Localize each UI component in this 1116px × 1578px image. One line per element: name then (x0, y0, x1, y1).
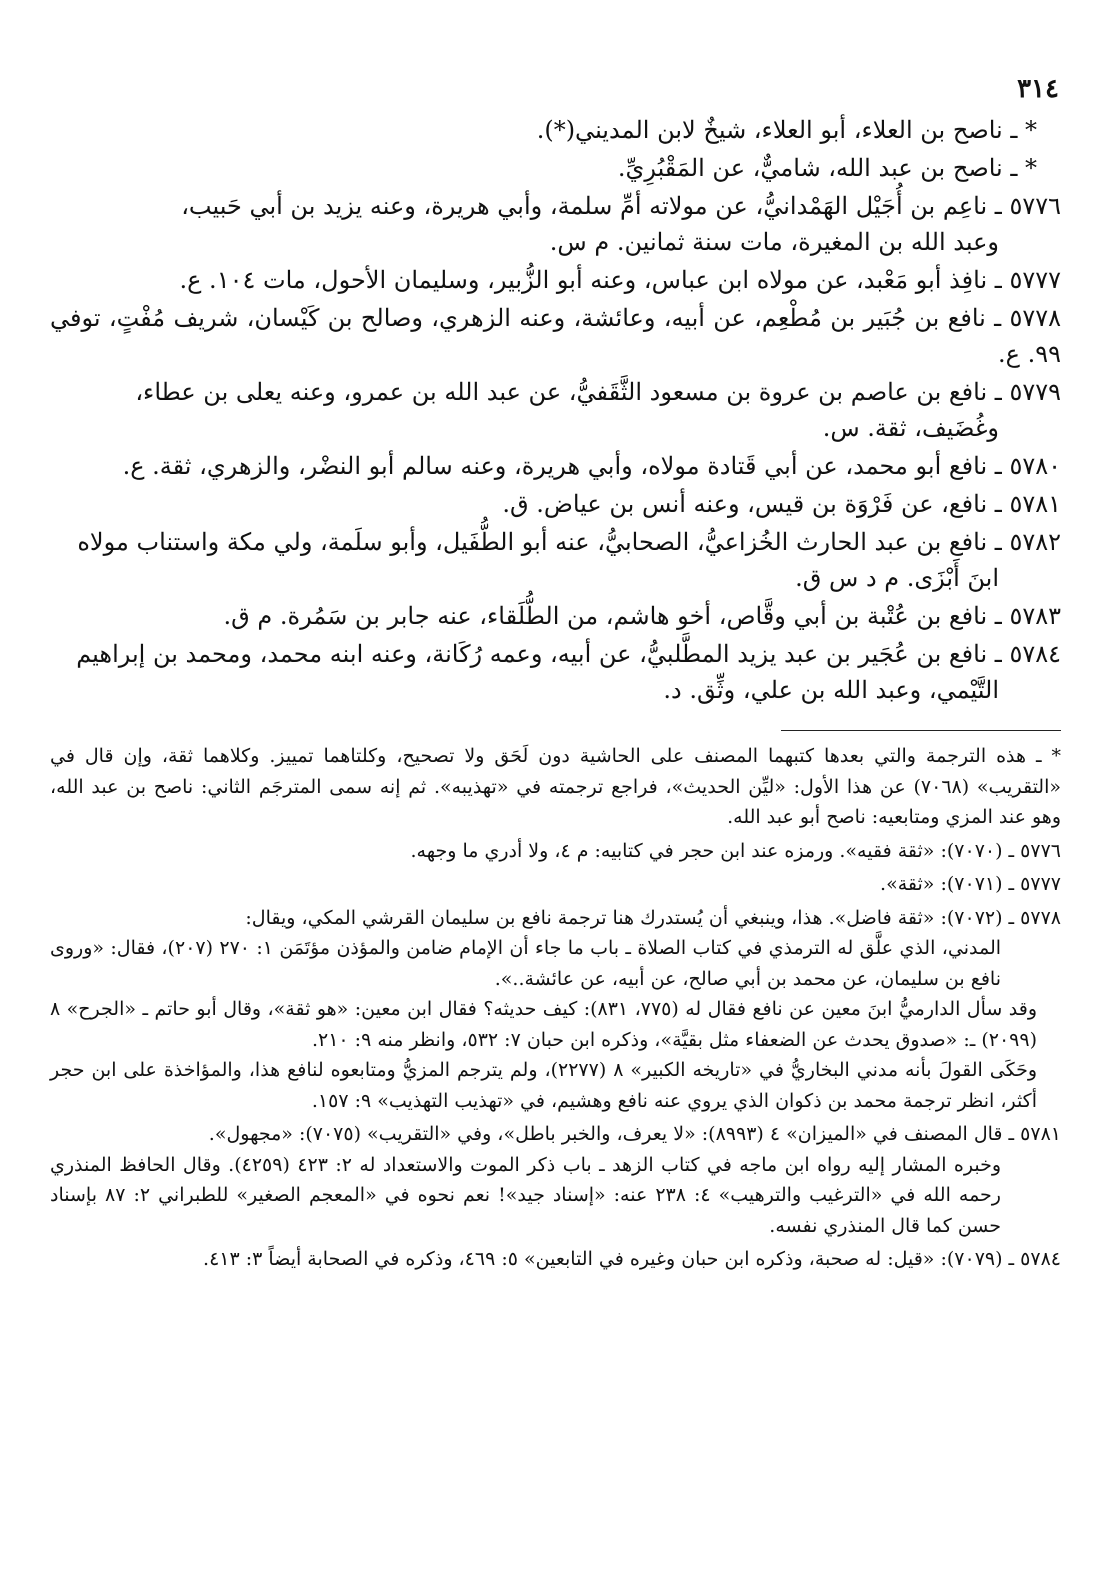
entry-5777 (50, 262, 1061, 298)
page-number: ٣١٤ (1017, 74, 1059, 104)
entry-5784 (50, 636, 1061, 708)
footnote-5781 (50, 1119, 1061, 1241)
entry-text: ٥٧٨٤ ـ نافع بن عُجَير بن عبد يزيد المطَّلبيُّ، عن أبيه، وعمه رُكَانة، وعنه ابنه محمد، ومحمد بن إبراهيم (76, 640, 1061, 668)
entry-5780 (50, 448, 1061, 484)
biography-entries (50, 112, 1061, 708)
footnote-text: ٥٧٨١ ـ قال المصنف في «الميزان» ٤ (٨٩٩٣): «لا يعرف، والخبر باطل»، وفي «التقريب» (٧٠٧٥): «مجهول». (208, 1123, 1061, 1145)
entry-text: ٥٧٧٨ ـ نافع بن جُبَير بن مُطْعِم، عن أبيه، وعائشة، وعنه الزهري، وصالح بن كَيْسان، شريف مُفْتٍ، توفي ٩٩. ع. (50, 304, 1061, 368)
footnote-divider (781, 730, 1061, 731)
entry-continuation: وعبد الله بن المغيرة، مات سنة ثمانين. م س. (549, 228, 999, 256)
footnotes (50, 741, 1061, 1275)
footnote-text: ٥٧٧٨ ـ (٧٠٧٢): «ثقة فاضل». هذا، وينبغي أن يُستدرك هنا ترجمة نافع بن سليمان القرشي المكي، ويقال: (245, 906, 1061, 929)
entry-text: ٥٧٧٧ ـ نافِذ أبو مَعْبد، عن مولاه ابن عباس، وعنه أبو الزُّبير، وسليمان الأحول، مات ١٠٤. ع. (179, 266, 1061, 294)
footnote-text: ٥٧٨٤ ـ (٧٠٧٩): «قيل: له صحبة، وذكره ابن حبان وغيره في التابعين» ٥: ٤٦٩، وذكره في الصحابة أيضاً ٣: ٤١٣. (203, 1248, 1061, 1270)
entry-text: ٥٧٧٦ ـ ناعِم بن أُجَيْل الهَمْدانيُّ، عن مولاته أمِّ سلمة، وأبي هريرة، وعنه يزيد بن أبي حَبيب، (181, 192, 1061, 220)
entry-5781 (50, 486, 1061, 522)
entry-text: ٥٧٨١ ـ نافع، عن فَرْوَة بن قيس، وعنه أنس بن عياض. ق. (502, 490, 1061, 518)
footnote-star (50, 741, 1061, 833)
footnote-continuation: المدني، الذي علَّق له الترمذي في كتاب الصلاة ـ باب ما جاء أن الإمام ضامن والمؤذن مؤتَمَن ١: ٢٧٠ (٢٠٧)، فقال: «وروى نافع بن سليمان، عن محمد بن أبي صالح، عن أبيه، عن عائشة..». (50, 937, 1002, 990)
entry-text: * ـ ناصح بن العلاء، أبو العلاء، شيخٌ لابن المديني(*). (536, 116, 1037, 144)
entry-text: ٥٧٧٩ ـ نافع بن عاصم بن عروة بن مسعود الثَّقَفيُّ، عن عبد الله بن عمرو، وعنه يعلى بن عطاء، (135, 378, 1061, 406)
entry-5779 (50, 374, 1061, 446)
footnote-text: * ـ هذه الترجمة والتي بعدها كتبهما المصنف على الحاشية دون لَحَق ولا تصحيح، وكلتاهما تمييز. وكلاهما ثقة، وإن قال في «التقريب» (٧٠٦٨) عن هذا الأول: «ليِّن الحديث»، فراجع ترجمته في «تهذيبه». ثم إنه سمى المترجَم الثاني: ناصح بن عبد الله، وهو عند المزي ومتابعيه: ناصح أبو عبد الله. (50, 745, 1061, 828)
entry-5778 (50, 300, 1061, 372)
entry-nasih-ibn-al-ala (50, 112, 1061, 148)
entry-5782 (50, 524, 1061, 596)
entry-text: ٥٧٨٣ ـ نافع بن عُتْبة بن أبي وقَّاص، أخو هاشم، من الطُّلَقاء، عنه جابر بن سَمُرة. م ق. (223, 602, 1061, 630)
footnote-5777 (50, 869, 1061, 900)
entry-text: ٥٧٨٢ ـ نافع بن عبد الحارث الخُزاعيُّ، الصحابيُّ، عنه أبو الطُّفَيل، وأبو سلَمة، ولي مكة واستناب مولاه (77, 528, 1061, 556)
entry-5783 (50, 598, 1061, 634)
footnote-paragraph: وقد سأل الدارميُّ ابنَ معين عن نافع فقال له (٧٧٥، ٨٣١): كيف حديثه؟ فقال ابن معين: «هو ثقة»، وقال أبو حاتم ـ «الجرح» ٨ (٢٠٩٩) ـ: «صدوق يحدث عن الضعفاء مثل بقيَّة»، وذكره ابن حبان ٧: ٥٣٢، وانظر منه ٩: ٢١٠. (50, 998, 1037, 1051)
entry-text: ٥٧٨٠ ـ نافع أبو محمد، عن أبي قَتادة مولاه، وأبي هريرة، وعنه سالم أبو النضْر، والزهري، ثقة. ع. (122, 452, 1061, 480)
footnote-continuation: وخبره المشار إليه رواه ابن ماجه في كتاب الزهد ـ باب ذكر الموت والاستعداد له ٢: ٤٢٣ (٤٢٥٩). وقال الحافظ المنذري رحمه الله في «الترغيب والترهيب» ٤: ٢٣٨ عنه: «إسناد جيد»! نعم نحوه في «المعجم الصغير» للطبراني ٢: ٨٧ بإسناد حسن كما قال المنذري نفسه. (50, 1153, 1001, 1237)
footnote-5776 (50, 836, 1061, 867)
entry-text: * ـ ناصح بن عبد الله، شاميٌّ، عن المَقْبُرِيِّ. (617, 154, 1037, 182)
entry-continuation: وغُضَيف، ثقة. س. (822, 414, 999, 442)
footnote-text: ٥٧٧٧ ـ (٧٠٧١): «ثقة». (880, 873, 1061, 895)
footnote-5778 (50, 903, 1061, 1117)
entry-nasih-ibn-abdullah (50, 150, 1061, 186)
footnote-paragraph: وحَكَى القولَ بأنه مدني البخاريُّ في «تاريخه الكبير» ٨ (٢٢٧٧)، ولم يترجم المزيُّ ومتابعوه لنافع هذا، والمؤاخذة على ابن حجر أكثر، انظر ترجمة محمد بن ذكوان الذي يروي عنه نافع وهشيم، في «تهذيب التهذيب» ٩: ١٥٧. (50, 1059, 1038, 1112)
footnote-5784 (50, 1244, 1061, 1275)
entry-continuation: ابنَ أَبْزَى. م د س ق. (795, 564, 999, 592)
entry-continuation: التَّيْمي، وعبد الله بن علي، وثِّق. د. (663, 676, 999, 704)
footnote-text: ٥٧٧٦ ـ (٧٠٧٠): «ثقة فقيه». ورمزه عند ابن حجر في كتابيه: م ٤، ولا أدري ما وجهه. (410, 839, 1061, 862)
entry-5776 (50, 188, 1061, 260)
